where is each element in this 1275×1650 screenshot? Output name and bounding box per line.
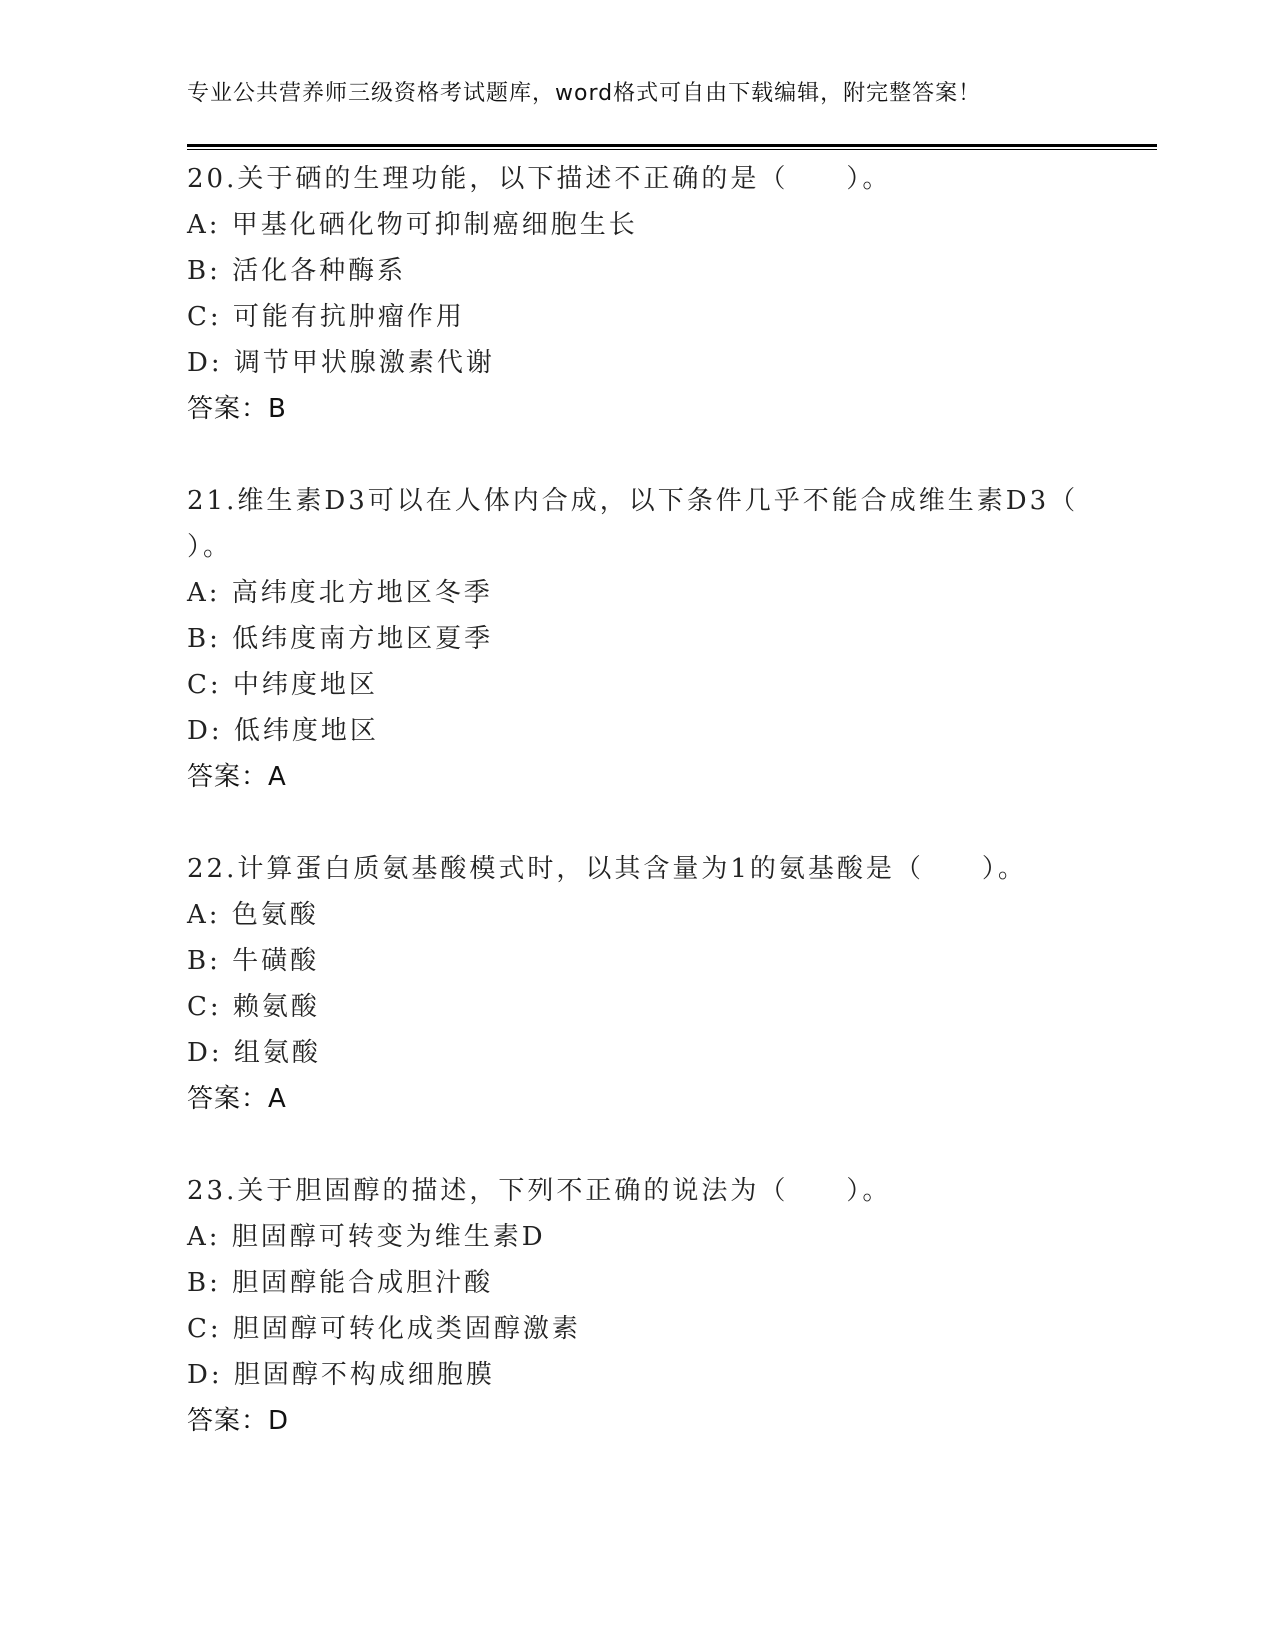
option-a: A: 胆固醇可转变为维生素D xyxy=(187,1222,546,1252)
question-stem-continuation: ）。 xyxy=(187,532,233,562)
question-stem: 23.关于胆固醇的描述，下列不正确的说法为（ ）。 xyxy=(187,1176,892,1206)
option-c: C: 赖氨酸 xyxy=(187,992,320,1022)
question-20 xyxy=(187,156,1087,432)
option-a: A: 甲基化硒化物可抑制癌细胞生长 xyxy=(187,210,638,240)
option-b: B: 胆固醇能合成胆汁酸 xyxy=(187,1268,494,1298)
option-d: D: 组氨酸 xyxy=(187,1038,321,1068)
option-d: D: 低纬度地区 xyxy=(187,716,379,746)
option-c: C: 中纬度地区 xyxy=(187,670,378,700)
option-d: D: 调节甲状腺激素代谢 xyxy=(187,348,495,378)
question-stem: 20.关于硒的生理功能，以下描述不正确的是（ ）。 xyxy=(187,164,892,194)
answer: 答案：B xyxy=(187,394,287,424)
option-b: B: 活化各种酶系 xyxy=(187,256,407,286)
question-stem: 22.计算蛋白质氨基酸模式时，以其含量为1的氨基酸是（ ）。 xyxy=(187,854,1027,884)
option-a: A: 色氨酸 xyxy=(187,900,319,930)
page-header: 专业公共营养师三级资格考试题库，word格式可自由下载编辑，附完整答案！ xyxy=(187,81,982,106)
option-d: D: 胆固醇不构成细胞膜 xyxy=(187,1360,495,1390)
option-b: B: 牛磺酸 xyxy=(187,946,320,976)
option-c: C: 可能有抗肿瘤作用 xyxy=(187,302,465,332)
question-stem: 21.维生素D3可以在人体内合成，以下条件几乎不能合成维生素D3（ xyxy=(187,486,1079,516)
question-21 xyxy=(187,478,1087,800)
answer: 答案：A xyxy=(187,762,287,792)
answer: 答案：D xyxy=(187,1406,290,1436)
answer: 答案：A xyxy=(187,1084,287,1114)
question-23 xyxy=(187,1168,1087,1444)
header-divider xyxy=(187,144,1157,150)
option-a: A: 高纬度北方地区冬季 xyxy=(187,578,493,608)
option-c: C: 胆固醇可转化成类固醇激素 xyxy=(187,1314,581,1344)
question-list xyxy=(187,156,1087,1490)
question-22 xyxy=(187,846,1087,1122)
option-b: B: 低纬度南方地区夏季 xyxy=(187,624,494,654)
